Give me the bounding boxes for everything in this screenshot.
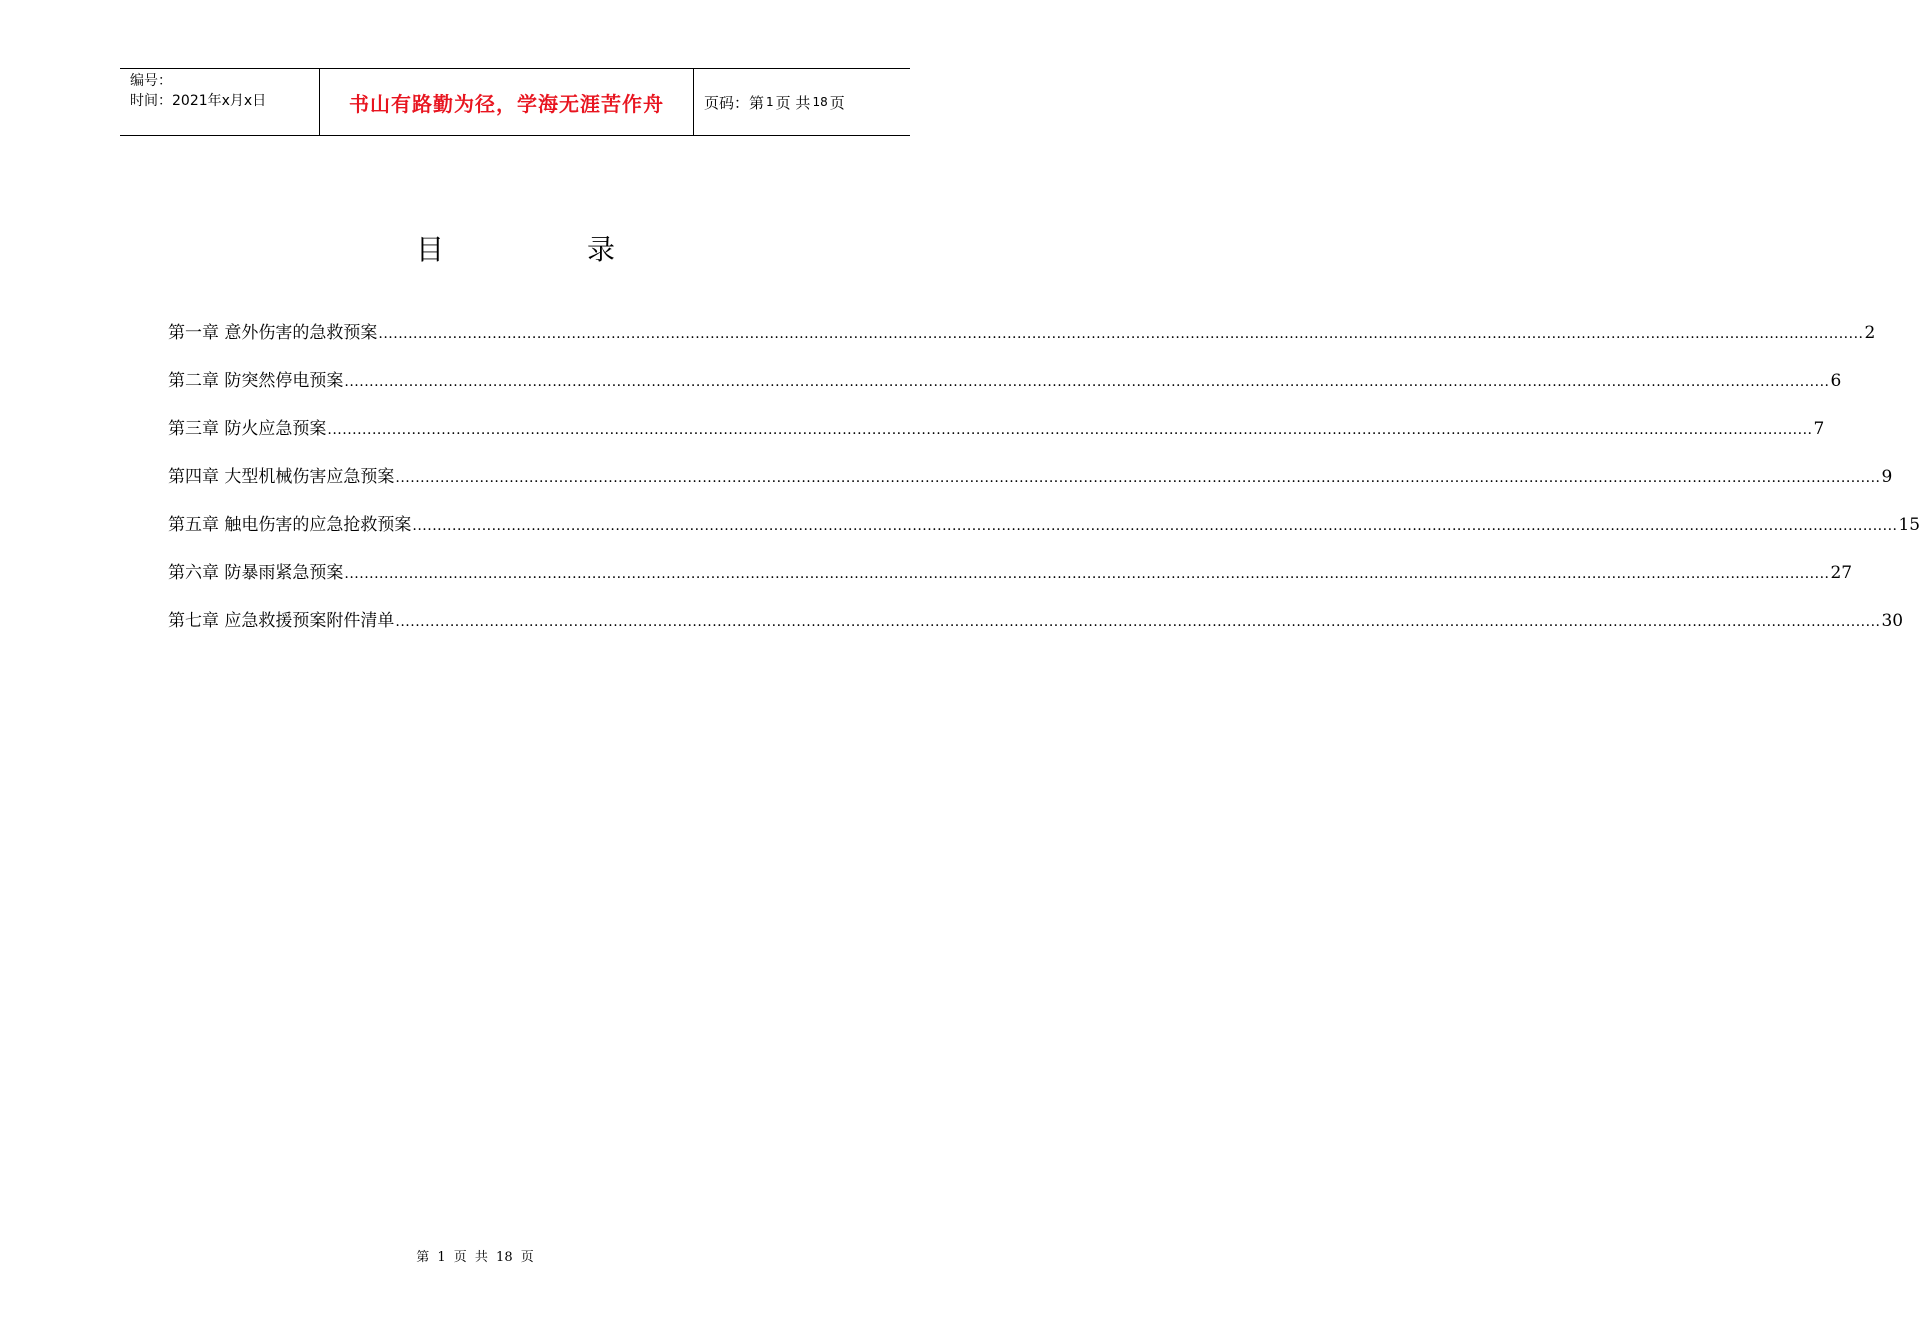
toc-item[interactable] (168, 510, 1920, 558)
toc-item-page: 7 (1813, 419, 1825, 439)
toc-item-page: 6 (1830, 371, 1842, 391)
document-time: 时间：2021年x月x日 (130, 93, 267, 109)
page-suffix: 页 (829, 93, 845, 112)
page-current: 1 (766, 95, 774, 109)
table-of-contents (168, 318, 1920, 654)
toc-item-page: 30 (1881, 611, 1904, 631)
toc-item-page: 2 (1864, 323, 1876, 343)
toc-leader-dots: ............................................................................................................................................................................................................................................................................................................ (395, 470, 1881, 486)
toc-leader-dots: ............................................................................................................................................................................................................................................................................................................ (344, 374, 1830, 390)
page-prefix: 页码：第 (704, 93, 765, 112)
toc-leader-dots: ............................................................................................................................................................................................................................................................................................................ (327, 422, 1813, 438)
header-info-cell (120, 69, 320, 135)
toc-item[interactable] (168, 366, 1842, 414)
toc-leader-dots: ............................................................................................................................................................................................................................................................................................................ (344, 566, 1830, 582)
toc-item[interactable] (168, 606, 1904, 654)
toc-item-page: 15 (1898, 515, 1920, 535)
title-char-left: 目 (416, 233, 445, 266)
page-total: 18 (812, 95, 828, 109)
toc-item-label: 第七章 应急救援预案附件清单 (168, 611, 395, 631)
toc-item-label: 第一章 意外伤害的急救预案 (168, 323, 378, 343)
toc-item[interactable] (168, 462, 1893, 510)
toc-item-label: 第六章 防暴雨紧急预案 (168, 563, 344, 583)
page-header (120, 68, 910, 136)
page-footer: 第 1 页 共 18 页 (416, 1250, 534, 1265)
toc-item[interactable] (168, 558, 1853, 606)
toc-item-page: 9 (1881, 467, 1893, 487)
toc-item-page: 27 (1830, 563, 1853, 583)
toc-item-label: 第四章 大型机械伤害应急预案 (168, 467, 395, 487)
document-number-label: 编号： (130, 73, 172, 89)
toc-item[interactable] (168, 318, 1876, 366)
page-mid: 页 共 (775, 93, 811, 112)
toc-leader-dots: ............................................................................................................................................................................................................................................................................................................ (412, 518, 1898, 534)
header-page-info (694, 69, 910, 135)
toc-leader-dots: ............................................................................................................................................................................................................................................................................................................ (378, 326, 1864, 342)
header-motto: 书山有路勤为径，学海无涯苦作舟 (320, 69, 694, 135)
toc-item-label: 第五章 触电伤害的应急抢救预案 (168, 515, 412, 535)
toc-item[interactable] (168, 414, 1825, 462)
toc-item-label: 第二章 防突然停电预案 (168, 371, 344, 391)
toc-leader-dots: ............................................................................................................................................................................................................................................................................................................ (395, 614, 1881, 630)
toc-item-label: 第三章 防火应急预案 (168, 419, 327, 439)
title-char-right: 录 (587, 233, 616, 266)
